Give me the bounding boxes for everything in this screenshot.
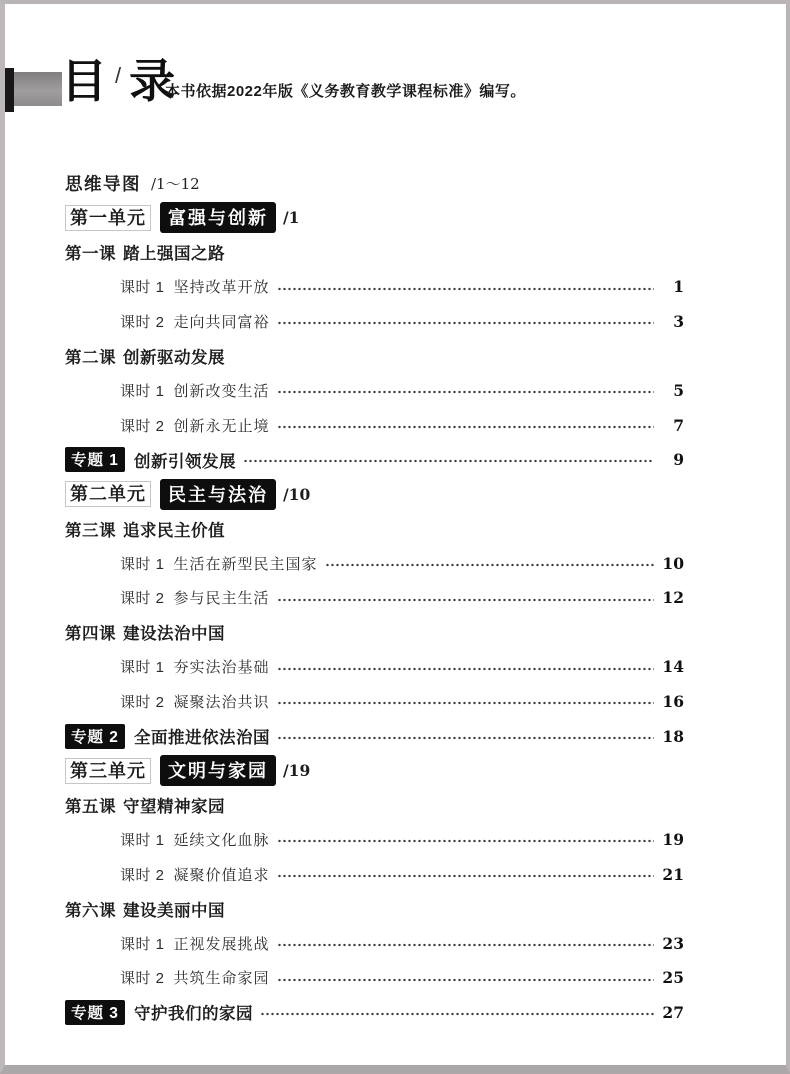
lesson-number-label: 第五课 [65,798,116,817]
toc-entry-period [65,304,684,339]
page-number: 21 [662,864,684,884]
dot-leader [260,995,654,1030]
toc-entry-period [65,270,684,305]
special-topic-title: 创新引领发展 [133,452,236,471]
page-number: 23 [662,933,684,953]
period-title: 参与民主生活 [173,590,270,608]
toc-entry-period [65,684,684,719]
lesson-title: 创新驱动发展 [123,349,225,367]
toc-entry-period [65,926,684,961]
page-number: 5 [673,381,684,401]
page-number: 18 [662,726,684,746]
page-edge-tab-black [5,68,14,112]
special-topic-badge: 专题 3 [65,1000,125,1025]
period-number-label: 课时 1 [120,832,165,850]
unit-title-badge: 民主与法治 [160,479,276,510]
period-title: 创新改变生活 [173,383,270,401]
lesson-title: 追求民主价值 [123,521,225,540]
special-topic-badge: 专题 1 [65,447,125,472]
toc-entry-period [65,650,684,685]
dot-leader [277,373,654,408]
toc-entry-period [65,546,684,581]
dot-leader [277,684,654,719]
toc-entry-period [65,822,684,857]
period-number-label: 课时 2 [120,970,165,988]
period-title: 创新永无止境 [173,417,270,435]
unit-title-badge: 文明与家园 [160,755,276,786]
title-char-lu: 录 [129,55,180,107]
mindmap-label: 思维导图 [65,173,141,194]
lesson-number-label: 第三课 [65,521,116,540]
toc-entry-unit [65,201,684,236]
period-number-label: 课时 1 [120,279,165,297]
period-number-label: 课时 2 [120,313,165,331]
toc-entry-period [65,857,684,892]
dot-leader [277,719,654,754]
period-number-label: 课时 2 [120,693,165,711]
period-number-label: 课时 2 [120,417,165,435]
lesson-number-label: 第六课 [65,901,116,920]
period-title: 夯实法治基础 [173,659,270,677]
period-title: 正视发展挑战 [173,935,270,953]
toc-entry-period [65,961,684,996]
toc-entry-special [65,995,684,1030]
dot-leader [325,546,654,581]
toc-entry-unit [65,753,684,788]
period-title: 生活在新型民主国家 [173,555,318,573]
lesson-number-label: 第一课 [65,245,116,264]
period-number-label: 课时 1 [120,935,165,953]
special-topic-title: 全面推进依法治国 [133,729,270,748]
lesson-title: 守望精神家园 [123,798,225,817]
unit-number-label: 第一单元 [65,205,151,231]
page-number: 14 [662,657,684,677]
toc-entry-lesson [65,615,684,650]
period-number-label: 课时 2 [120,866,165,884]
lesson-number-label: 第四课 [65,625,116,644]
page-number: 10 [662,553,684,573]
toc-entry-lesson [65,788,684,823]
dot-leader [277,304,654,339]
title-char-mu: 目 [61,55,111,107]
period-title: 凝聚价值追求 [173,866,270,884]
toc-entry-special [65,442,684,477]
special-topic-title: 守护我们的家园 [133,1005,253,1024]
special-topic-badge: 专题 2 [65,724,125,749]
page-subtitle: 本书依据2022年版《义务教育教学课程标准》编写。 [165,83,526,100]
toc-entry-period [65,408,684,443]
page-number: 27 [662,1002,684,1022]
period-number-label: 课时 2 [120,590,165,608]
period-title: 坚持改革开放 [173,279,270,297]
toc-entry-special [65,719,684,754]
page-number: 7 [673,415,684,435]
toc-entry-period [65,373,684,408]
toc-entry-lesson [65,511,684,546]
page-number: 19 [662,830,684,850]
title-slash-mark: / [115,63,126,88]
dot-leader [277,961,654,996]
unit-page-ref: /19 [283,761,311,781]
period-title: 凝聚法治共识 [173,693,270,711]
toc-entry-lesson [65,235,684,270]
dot-leader [277,650,654,685]
page-number: 1 [673,277,684,297]
page-number: 12 [662,588,684,608]
dot-leader [277,270,654,305]
toc-list [65,166,684,1030]
lesson-title: 建设法治中国 [123,625,225,644]
toc-entry-mindmap [65,166,684,201]
toc-entry-lesson [65,891,684,926]
unit-number-label: 第三单元 [65,758,151,784]
dot-leader [277,926,654,961]
lesson-title: 踏上强国之路 [123,245,225,264]
dot-leader [277,822,654,857]
dot-leader [243,442,654,477]
lesson-title: 建设美丽中国 [123,901,225,920]
dot-leader [277,408,654,443]
lesson-number-label: 第二课 [65,349,116,367]
unit-page-ref: /10 [283,484,311,504]
period-number-label: 课时 1 [120,555,165,573]
dot-leader [277,581,654,616]
page-edge-tab-gray [14,72,62,106]
period-title: 共筑生命家园 [173,970,270,988]
period-number-label: 课时 1 [120,383,165,401]
mindmap-page-ref: /1～12 [151,174,200,193]
unit-number-label: 第二单元 [65,481,151,507]
period-title: 走向共同富裕 [173,313,270,331]
toc-entry-period [65,581,684,616]
period-title: 延续文化血脉 [173,832,270,850]
unit-title-badge: 富强与创新 [160,202,276,233]
period-number-label: 课时 1 [120,659,165,677]
page-number: 25 [662,968,684,988]
page-number: 3 [673,311,684,331]
page-number: 16 [662,691,684,711]
unit-page-ref: /1 [283,208,300,228]
dot-leader [277,857,654,892]
page-title [61,56,179,107]
toc-entry-lesson [65,339,684,374]
page-number: 9 [673,450,684,470]
toc-entry-unit [65,477,684,512]
